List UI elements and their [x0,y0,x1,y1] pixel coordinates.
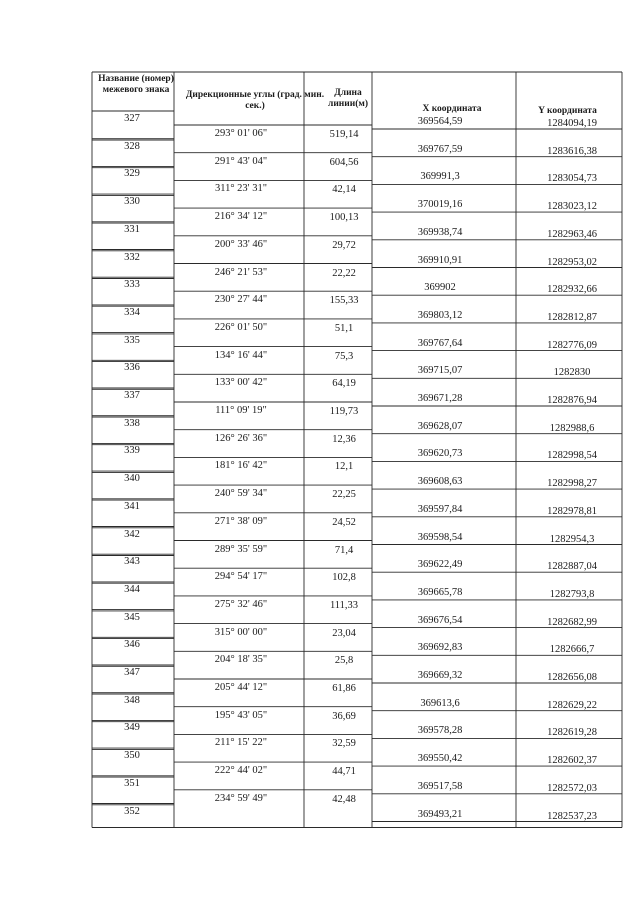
y-coordinate: 1282619,28 [547,727,597,739]
y-coordinate: 1283054,73 [547,173,597,185]
point-name: 330 [124,196,140,208]
x-coordinate: 369715,07 [417,365,463,377]
y-coordinate: 1282932,66 [547,284,597,296]
point-name: 336 [124,362,140,374]
line-length: 36,69 [332,710,356,722]
y-coordinate: 1282656,08 [547,672,597,683]
y-coordinate: 1282812,87 [547,311,597,323]
direction-angle: 294° 54' 17" [214,571,268,583]
y-coordinate: 1282963,46 [547,228,597,240]
point-name: 351 [124,777,140,789]
direction-angle: 311° 23' 31" [215,183,267,195]
point-name: 331 [124,223,140,235]
x-coordinate: 369608,63 [417,476,463,488]
point-name: 339 [124,445,140,457]
y-coordinate: 1282887,04 [547,561,597,573]
x-coordinate: 369578,28 [417,725,463,737]
line-length: 12,36 [332,433,356,445]
point-name: 332 [124,251,140,263]
point-name: 334 [124,306,140,318]
y-coordinate: 1282629,22 [547,699,597,711]
direction-angle: 181° 16' 42" [214,460,268,472]
header-x: X координата [422,104,482,114]
point-name: 329 [124,168,140,180]
point-name: 343 [124,556,140,568]
header-y: Y координата [538,106,597,116]
point-name: 342 [124,528,140,540]
y-coordinate: 1282998,27 [547,478,597,490]
y-coordinate: 1283616,38 [547,145,597,157]
direction-angle: 289° 35' 59" [214,543,268,555]
x-coordinate: 370019,16 [417,199,463,211]
x-coordinate: 369767,59 [417,143,463,155]
y-coordinate: 1282830 [553,367,591,379]
line-length: 24,52 [332,516,356,528]
point-name: 350 [124,750,140,762]
direction-angle: 126° 26' 36" [214,432,268,444]
direction-angle: 230° 27' 44" [214,294,268,306]
direction-angle: 195° 43' 05" [214,709,268,721]
x-coordinate: 369628,07 [417,420,463,432]
direction-angle: 222° 44' 02" [214,765,268,777]
x-coordinate: 369665,78 [417,586,463,598]
direction-angle: 216° 34' 12" [214,211,268,223]
line-length: 23,04 [332,627,356,639]
direction-angle: 133° 00' 42" [214,377,268,389]
y-coordinate: 1282988,6 [549,422,595,434]
direction-angle: 111° 09' 19" [215,405,267,416]
y-coordinate: 1283023,12 [547,201,597,213]
x-coordinate: 369598,54 [417,531,463,543]
line-length: 51,1 [334,322,354,334]
line-length: 102,8 [332,572,356,584]
x-coordinate: 369902 [424,282,456,294]
y-coordinate: 1282776,09 [547,339,597,351]
line-length: 22,22 [332,267,356,279]
line-length: 12,1 [334,461,354,473]
x-coordinate: 369620,73 [417,448,463,460]
direction-angle: 205° 44' 12" [214,682,268,693]
line-length: 100,13 [329,212,359,224]
line-length: 71,4 [334,544,354,556]
line-length: 42,48 [332,793,356,805]
point-name: 341 [124,500,140,512]
y-coordinate: 1282998,54 [547,450,597,462]
point-name: 335 [124,334,140,346]
line-length: 32,59 [332,738,356,750]
y-coordinate: 1282954,3 [549,533,595,545]
x-coordinate: 369564,59 [417,116,463,127]
x-coordinate: 369550,42 [417,753,463,765]
y-coordinate: 1282666,7 [549,644,595,656]
y-coordinate: 1282876,94 [547,395,597,406]
x-coordinate: 369676,54 [417,614,463,626]
x-coordinate: 369622,49 [417,559,463,571]
direction-angle: 291° 43' 04" [214,155,268,167]
y-coordinate: 1282602,37 [547,755,597,767]
y-coordinate: 1284094,19 [547,118,597,129]
x-coordinate: 369767,64 [417,337,463,349]
x-coordinate: 369613,6 [420,697,460,709]
point-name: 337 [124,390,140,401]
point-name: 352 [124,805,140,817]
point-name: 345 [124,611,140,623]
x-coordinate: 369910,91 [417,254,463,266]
x-coordinate: 369671,28 [417,393,463,404]
line-length: 61,86 [332,683,356,694]
header-length: Длина линии(м) [327,88,369,109]
direction-angle: 240° 59' 34" [214,488,268,500]
x-coordinate: 369803,12 [417,309,463,321]
line-length: 44,71 [332,766,356,778]
line-length: 25,8 [334,655,354,667]
direction-angle: 271° 38' 09" [214,515,268,527]
line-length: 42,14 [332,184,356,196]
line-length: 64,19 [332,378,356,390]
direction-angle: 226° 01' 50" [214,321,268,333]
x-coordinate: 369597,84 [417,503,463,515]
point-name: 344 [124,583,140,595]
x-coordinate: 369991,3 [420,171,460,183]
point-name: 333 [124,279,140,291]
line-length: 155,33 [329,295,359,307]
header-angle: Дирекционные углы (град. мин. сек.) [185,90,325,111]
line-length: 604,56 [329,156,359,168]
point-name: 340 [124,473,140,485]
x-coordinate: 369493,21 [417,808,463,820]
point-name: 349 [124,722,140,734]
direction-angle: 293° 01' 06" [214,128,268,139]
line-length: 519,14 [329,129,359,140]
line-length: 29,72 [332,239,356,251]
direction-angle: 315° 00' 00" [214,626,268,638]
y-coordinate: 1282682,99 [547,616,597,628]
x-coordinate: 369669,32 [417,670,463,681]
point-name: 328 [124,140,140,152]
direction-angle: 234° 59' 49" [214,792,268,804]
y-coordinate: 1282978,81 [547,505,597,517]
direction-angle: 211° 15' 22" [215,737,267,749]
line-length: 111,33 [329,599,359,611]
y-coordinate: 1282537,23 [547,810,597,822]
direction-angle: 200° 33' 46" [214,238,268,250]
line-length: 75,3 [334,350,354,362]
direction-angle: 204° 18' 35" [214,654,268,666]
point-name: 347 [124,667,140,678]
x-coordinate: 369692,83 [417,642,463,654]
point-name: 327 [124,113,140,124]
point-name: 338 [124,417,140,429]
point-name: 348 [124,694,140,706]
x-coordinate: 369938,74 [417,226,463,238]
point-name: 346 [124,639,140,651]
line-length: 119,73 [329,406,359,417]
y-coordinate: 1282572,03 [547,782,597,794]
direction-angle: 134° 16' 44" [214,349,268,361]
x-coordinate: 369517,58 [417,780,463,792]
direction-angle: 275° 32' 46" [214,598,268,610]
direction-angle: 246° 21' 53" [214,266,268,278]
header-name: Название (номер) межевого знака [98,74,174,95]
y-coordinate: 1282953,02 [547,256,597,268]
line-length: 22,25 [332,489,356,501]
y-coordinate: 1282793,8 [549,588,595,600]
